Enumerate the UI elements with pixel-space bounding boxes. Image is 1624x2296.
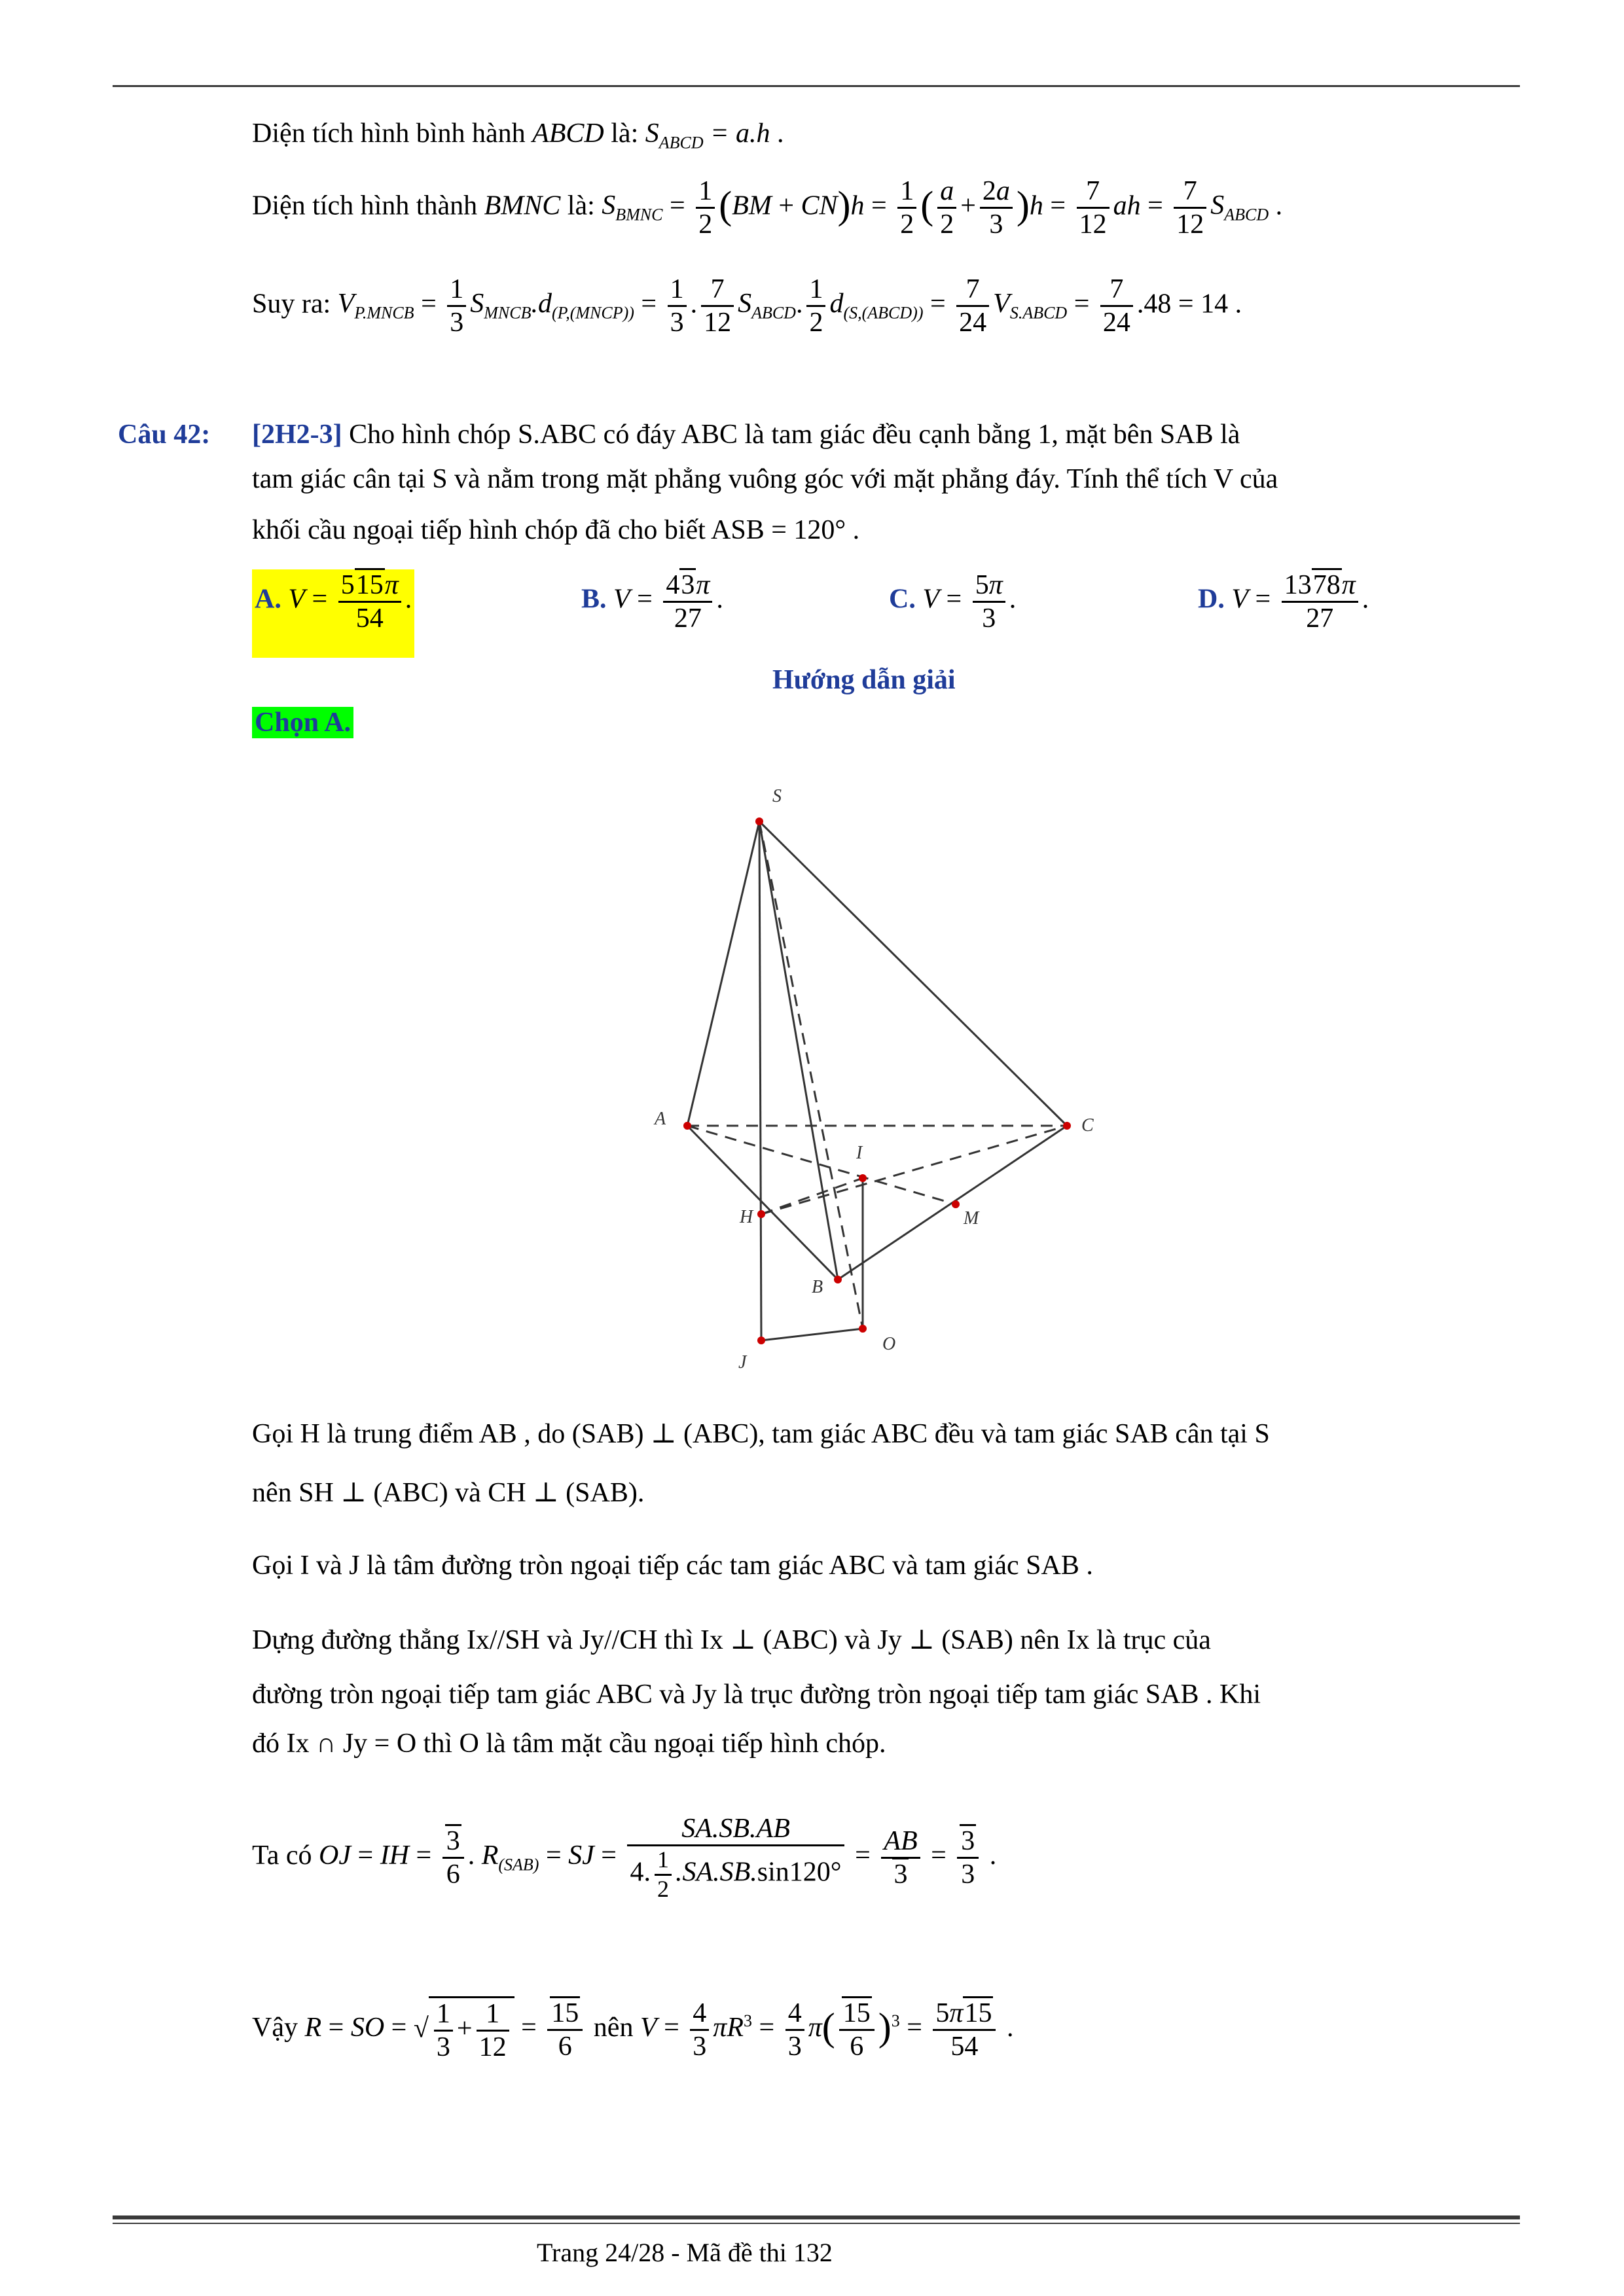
solution-para2: Gọi I và J là tâm đường tròn ngoại tiếp các tam giác ABC và tam giác SAB . <box>252 1551 1093 1581</box>
solution-para1-line2: nên SH ⊥ (ABC) và CH ⊥ (SAB). <box>252 1478 645 1508</box>
option-a[interactable]: A. V = $\frac{515\pi}{54}$ . <box>252 569 414 658</box>
question-tag: [2H2-3] <box>252 420 342 450</box>
edge-ab <box>687 1126 838 1280</box>
edge-so <box>759 821 863 1329</box>
edge-sb <box>759 821 838 1280</box>
area-abcd-line: Diện tích hình bình hành ABCD là: $S_{ABCD} = a.h$ . <box>252 118 784 152</box>
footer-rule-bottom <box>113 2223 1520 2224</box>
solution-para1-line1: Gọi H là trung điểm AB , do (SAB) ⊥ (ABC), tam giác ABC đều và tam giác SAB cân tại S <box>252 1419 1270 1449</box>
area-bmnc-line: Diện tích hình thành BMNC là: $S_{BMNC}$ = $\frac{1}{2}$ (BM + CN)h = $\frac{1}{2}$ ( $\frac{a}{2}$ + $\frac{2a}{3}$ )h = $\frac{7}{12}$ ah = $\frac{7}{12}$ $S_{ABCD}$ . <box>252 176 1283 240</box>
label-j: J <box>738 1352 747 1372</box>
solution-para3-line3: đó Ix ∩ Jy = O thì O là tâm mặt cầu ngoại tiếp hình chóp. <box>252 1729 886 1759</box>
edge-jo <box>761 1329 863 1340</box>
label-i: I <box>856 1143 863 1163</box>
question-label: Câu 42: <box>118 420 211 450</box>
solution-para5: Vậy R = SO = √ $\frac{1}{3}$ + $\frac{1}{12}$ = $\frac{15}{6}$ nên V = $\frac{4}{3}$ $\pi R^3$ = $\frac{4}{3}$ π( $\frac{15}{6}$ )$^3$ = $\frac{5\pi 15}{54}$ . <box>252 1996 1013 2064</box>
edge-bc <box>838 1126 1067 1280</box>
label-a: A <box>655 1109 666 1129</box>
header-rule <box>113 85 1520 87</box>
solution-heading: Hướng dẫn giải <box>772 665 956 695</box>
edge-sa <box>687 821 759 1126</box>
edge-am <box>687 1126 956 1204</box>
solution-para3-line2: đường tròn ngoại tiếp tam giác ABC và Jy là trục đường tròn ngoại tiếp tam giác SAB . Khi <box>252 1679 1261 1710</box>
volume-line: Suy ra: $V_{P.MNCB}$ = $\frac{1}{3}$ $S_{MNCB}.d_{(P,(MNCP))}$ = $\frac{1}{3}$ . $\frac{7}{12}$ $S_{ABCD}$. $\frac{1}{2}$ $d_{(S,(ABCD))}$ = $\frac{7}{24}$ $V_{S.ABCD}$ = $\frac{7}{24}$ .48 = 14 . <box>252 274 1242 338</box>
solution-para4: Ta có OJ = IH = $\frac{3}{6}$ . $R_{(SAB)}$ = SJ = SA.SB.AB 4. $\frac{1}{2}$ .SA.SB.sin120° = $\frac{AB}{3}$ = $\frac{3}{3}$ . <box>252 1814 997 1902</box>
label-o: O <box>882 1334 896 1354</box>
edge-sj <box>759 821 761 1340</box>
label-b: B <box>812 1277 823 1297</box>
answer-badge: Chọn A. <box>252 707 353 738</box>
footer-text: Trang 24/28 - Mã đề thi 132 <box>537 2238 833 2267</box>
question-line-1: [2H2-3] Cho hình chóp S.ABC có đáy ABC là tam giác đều cạnh bằng 1, mặt bên SAB là <box>252 420 1240 450</box>
label-c: C <box>1081 1115 1094 1136</box>
label-m: M <box>964 1208 979 1229</box>
question-line-3: khối cầu ngoại tiếp hình chóp đã cho biết ASB = 120° . <box>252 515 860 545</box>
option-b[interactable]: B. V = $\frac{43\pi}{27}$ . <box>581 569 723 635</box>
question-line-2: tam giác cân tại S và nằm trong mặt phẳng vuông góc với mặt phẳng đáy. Tính thể tích V của <box>252 464 1278 494</box>
option-c[interactable]: C. V = $\frac{5\pi}{3}$ . <box>889 570 1017 634</box>
solution-para3-line1: Dựng đường thẳng Ix//SH và Jy//CH thì Ix ⊥ (ABC) và Jy ⊥ (SAB) nên Ix là trục của <box>252 1625 1211 1655</box>
footer-rule-top <box>113 2215 1520 2219</box>
edge-hc <box>761 1126 1067 1214</box>
option-d[interactable]: D. V = $\frac{1378\pi}{27}$ . <box>1198 569 1369 635</box>
label-s: S <box>772 786 782 806</box>
label-h: H <box>740 1207 753 1227</box>
edge-sc <box>759 821 1067 1126</box>
edge-hi <box>761 1178 863 1214</box>
